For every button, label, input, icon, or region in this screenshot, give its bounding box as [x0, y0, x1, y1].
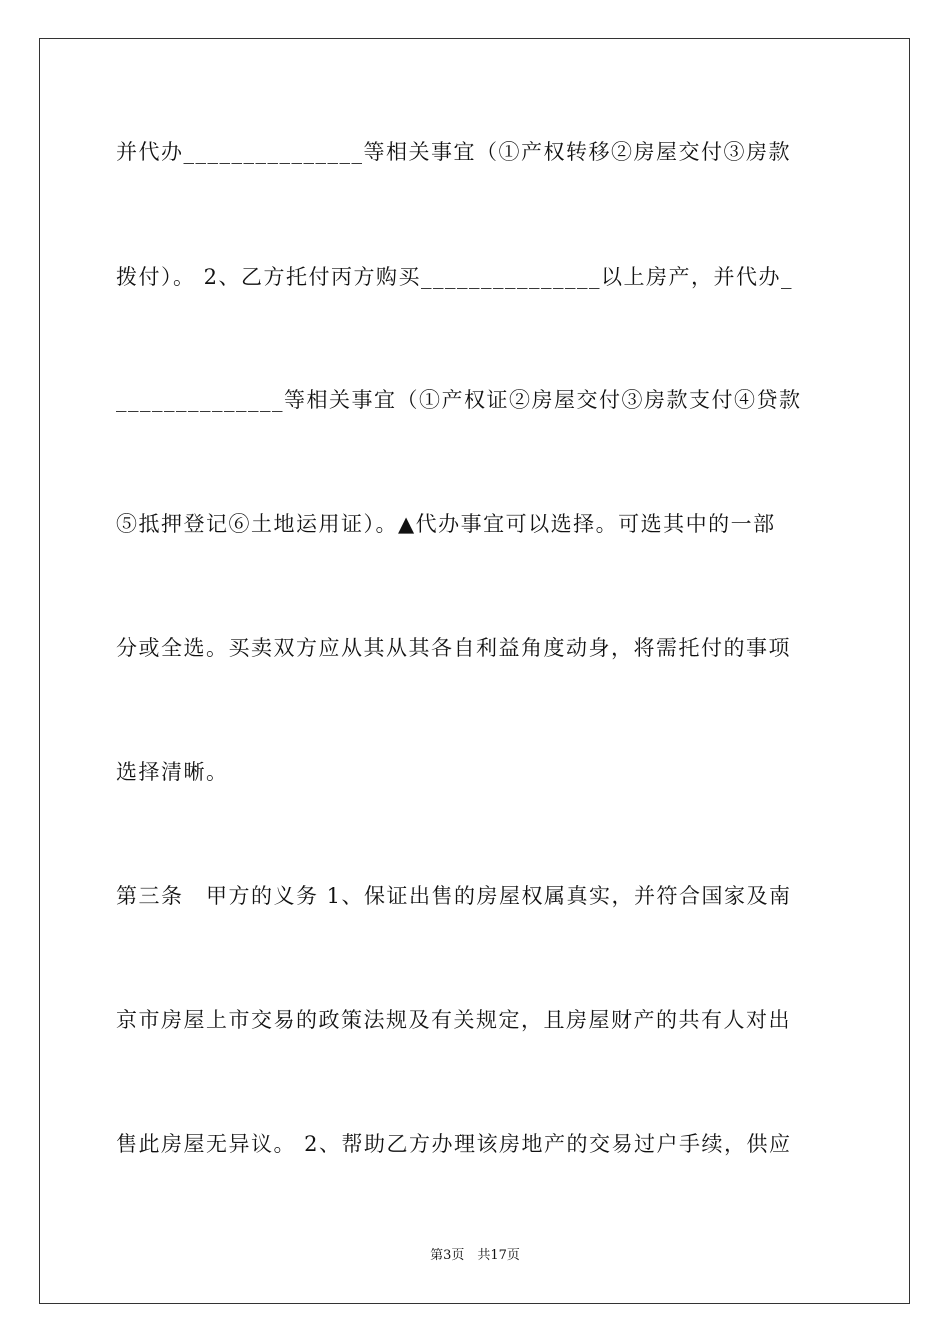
page-border	[39, 38, 910, 1304]
body-text-line: 售此房屋无异议。 2、帮助乙方办理该房地产的交易过户手续，供应	[116, 1132, 792, 1156]
body-text-line: 第三条 甲方的义务 1、保证出售的房屋权属真实，并符合国家及南	[116, 884, 792, 908]
body-text-line: 并代办_______________等相关事宜（①产权转移②房屋交付③房款	[116, 140, 791, 164]
page-number-footer: 第3页 共17页	[430, 1248, 520, 1263]
body-text-line: ⑤抵押登记⑥土地运用证）。▲代办事宜可以选择。可选其中的一部	[116, 512, 776, 536]
body-text-line: 分或全选。买卖双方应从其从其各自利益角度动身，将需托付的事项	[116, 636, 791, 660]
body-text-line: 选择清晰。	[116, 760, 229, 784]
body-text-line: 拨付）。 2、乙方托付丙方购买_______________以上房产，并代办_	[116, 265, 794, 289]
body-text-line: 京市房屋上市交易的政策法规及有关规定，且房屋财产的共有人对出	[116, 1008, 791, 1032]
body-text-line: ______________等相关事宜（①产权证②房屋交付③房款支付④贷款	[116, 388, 802, 412]
